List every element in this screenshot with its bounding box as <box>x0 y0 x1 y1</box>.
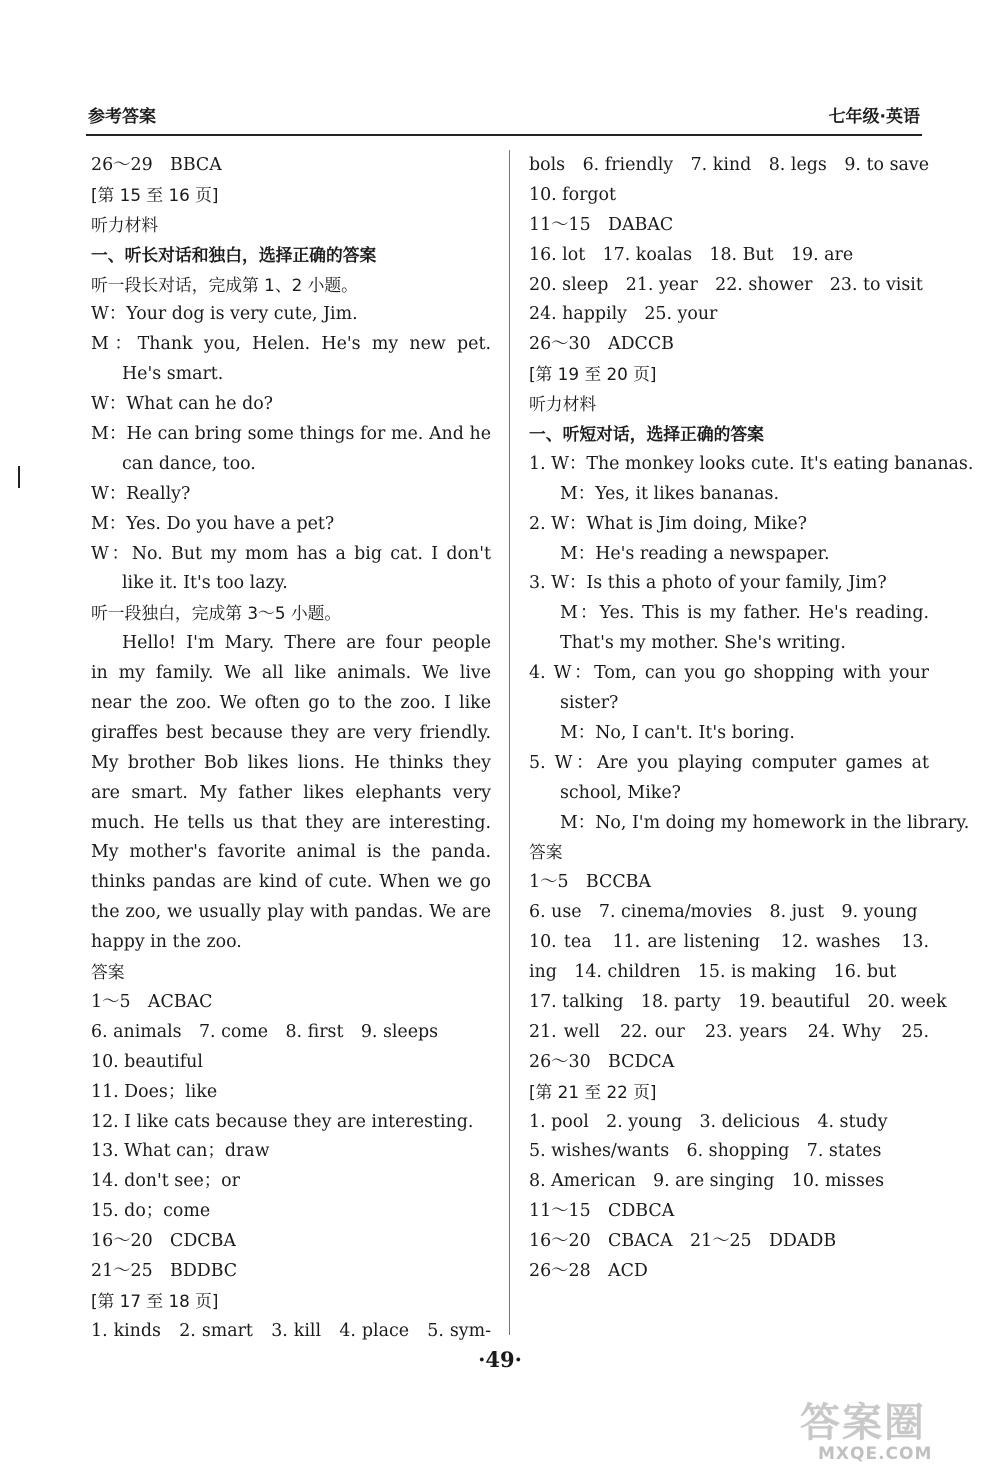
text-line: 16～20 CDCBA <box>91 1231 236 1252</box>
text-line: 26～29 BBCA <box>91 155 222 175</box>
watermark-url: MXQE.COM <box>818 1444 933 1464</box>
right-column <box>529 151 974 1287</box>
watermark <box>800 1400 980 1466</box>
text-line: 14. don't see；or <box>91 1171 240 1192</box>
text-line: the zoo, we usually play with pandas. We are <box>91 902 491 923</box>
text-line: 答案 <box>91 962 125 983</box>
text-line: 20. sleep 21. year 22. shower 23. to visit <box>529 274 923 295</box>
text-line: 26～30 ADCCB <box>529 334 674 355</box>
column-divider <box>509 150 510 1335</box>
text-line: [第 19 至 20 页] <box>529 364 657 385</box>
text-line: much. He tells us that they are interesting. <box>91 812 491 833</box>
text-line: giraffes best because they are very friendly. <box>91 722 491 743</box>
text-line: 10. beautiful <box>91 1051 203 1072</box>
left-column <box>91 151 491 1347</box>
text-line: 6. animals 7. come 8. first 9. sleeps <box>91 1021 439 1042</box>
page-number: ·49· <box>478 1347 522 1372</box>
text-line: 21～25 BDDBC <box>91 1260 238 1281</box>
text-line: 12. I like cats because they are interesting. <box>91 1111 474 1132</box>
text-line: school, Mike? <box>560 782 681 803</box>
header-left-title: 参考答案 <box>88 107 156 127</box>
text-line: 1. W：The monkey looks cute. It's eating bananas. <box>529 453 974 474</box>
text-line: He's smart. <box>122 364 224 385</box>
text-line: 10. tea 11. are listening 12. washes 13. <box>529 932 929 953</box>
text-line: 15. do；come <box>91 1201 211 1222</box>
text-line: M：No, I'm doing my homework in the library. <box>560 812 970 833</box>
header-right-title: 七年级·英语 <box>828 107 920 127</box>
text-line: 16. lot 17. koalas 18. But 19. are <box>529 244 854 265</box>
text-line: 5. wishes/wants 6. shopping 7. states <box>529 1141 882 1162</box>
text-line: 26～28 ACD <box>529 1260 648 1281</box>
text-line: 17. talking 18. party 19. beautiful 20. week <box>529 991 947 1012</box>
text-line: M：Yes. Do you have a pet? <box>91 513 335 534</box>
text-line: W：Your dog is very cute, Jim. <box>91 304 358 325</box>
text-line: M：No, I can't. It's boring. <box>560 722 795 743</box>
text-line: 一、听短对话，选择正确的答案 <box>529 424 764 445</box>
text-line: My brother Bob likes lions. He thinks they <box>91 752 491 773</box>
text-line: 10. forgot <box>529 184 616 205</box>
text-line: 21. well 22. our 23. years 24. Why 25. <box>529 1021 929 1042</box>
text-line: [第 17 至 18 页] <box>91 1290 219 1311</box>
text-line: 1. pool 2. young 3. delicious 4. study <box>529 1111 888 1132</box>
text-line: are smart. My father likes elephants very <box>91 782 491 803</box>
margin-mark <box>18 466 20 488</box>
text-line: [第 15 至 16 页] <box>91 184 219 205</box>
text-line: 听力材料 <box>529 394 597 415</box>
text-line: M：Thank you, Helen. He's my new pet. <box>91 334 491 355</box>
text-line: 11. Does；like <box>91 1081 218 1102</box>
text-line: 2. W：What is Jim doing, Mike? <box>529 513 807 534</box>
watermark-logo: 答案圈 <box>800 1400 926 1446</box>
text-line: That's my mother. She's writing. <box>560 633 846 654</box>
text-line: [第 21 至 22 页] <box>529 1081 657 1102</box>
text-line: bols 6. friendly 7. kind 8. legs 9. to save <box>529 155 929 175</box>
text-line: like it. It's too lazy. <box>122 573 288 594</box>
text-line: sister? <box>560 693 619 714</box>
text-line: 4. W：Tom, can you go shopping with your <box>529 663 929 684</box>
text-line: 1～5 BCCBA <box>529 872 651 893</box>
text-line: 听一段独白，完成第 3～5 小题。 <box>91 603 342 624</box>
text-line: ing 14. children 15. is making 16. but <box>529 962 897 983</box>
text-line: M：He can bring some things for me. And he <box>91 424 491 445</box>
text-line: 答案 <box>529 842 563 863</box>
header-rule <box>86 134 922 136</box>
page-header <box>88 104 920 132</box>
text-line: 16～20 CBACA 21～25 DDADB <box>529 1231 837 1252</box>
text-line: 11～15 CDBCA <box>529 1201 675 1222</box>
text-line: 13. What can；draw <box>91 1141 270 1162</box>
text-line: 一、听长对话和独白，选择正确的答案 <box>91 244 377 265</box>
text-line: M：Yes, it likes bananas. <box>560 483 780 504</box>
text-line: 3. W：Is this a photo of your family, Jim? <box>529 573 887 594</box>
text-line: 11～15 DABAC <box>529 214 674 235</box>
text-line: thinks pandas are kind of cute. When we go <box>91 872 491 893</box>
text-line: can dance, too. <box>122 453 256 474</box>
text-line: M：Yes. This is my father. He's reading. <box>560 603 929 624</box>
text-line: 听一段长对话，完成第 1、2 小题。 <box>91 274 358 295</box>
text-line: 6. use 7. cinema/movies 8. just 9. young <box>529 902 918 923</box>
text-line: 1. kinds 2. smart 3. kill 4. place 5. sym- <box>91 1320 491 1341</box>
text-line: W：Really? <box>91 483 191 504</box>
text-line: happy in the zoo. <box>91 932 242 953</box>
text-line: 26～30 BCDCA <box>529 1051 675 1072</box>
text-line: in my family. We all like animals. We live <box>91 663 491 684</box>
text-line: 8. American 9. are singing 10. misses <box>529 1171 885 1192</box>
text-line: W：No. But my mom has a big cat. I don't <box>91 543 491 564</box>
text-line: W：What can he do? <box>91 394 274 415</box>
text-line: near the zoo. We often go to the zoo. I like <box>91 693 491 714</box>
text-line: 听力材料 <box>91 214 159 235</box>
text-line: 5. W：Are you playing computer games at <box>529 752 929 773</box>
text-line: M：He's reading a newspaper. <box>560 543 830 564</box>
text-line: My mother's favorite animal is the panda. <box>91 842 491 863</box>
text-line: Hello! I'm Mary. There are four people <box>122 633 491 654</box>
text-line: 1～5 ACBAC <box>91 991 213 1012</box>
text-line: 24. happily 25. your <box>529 304 718 325</box>
